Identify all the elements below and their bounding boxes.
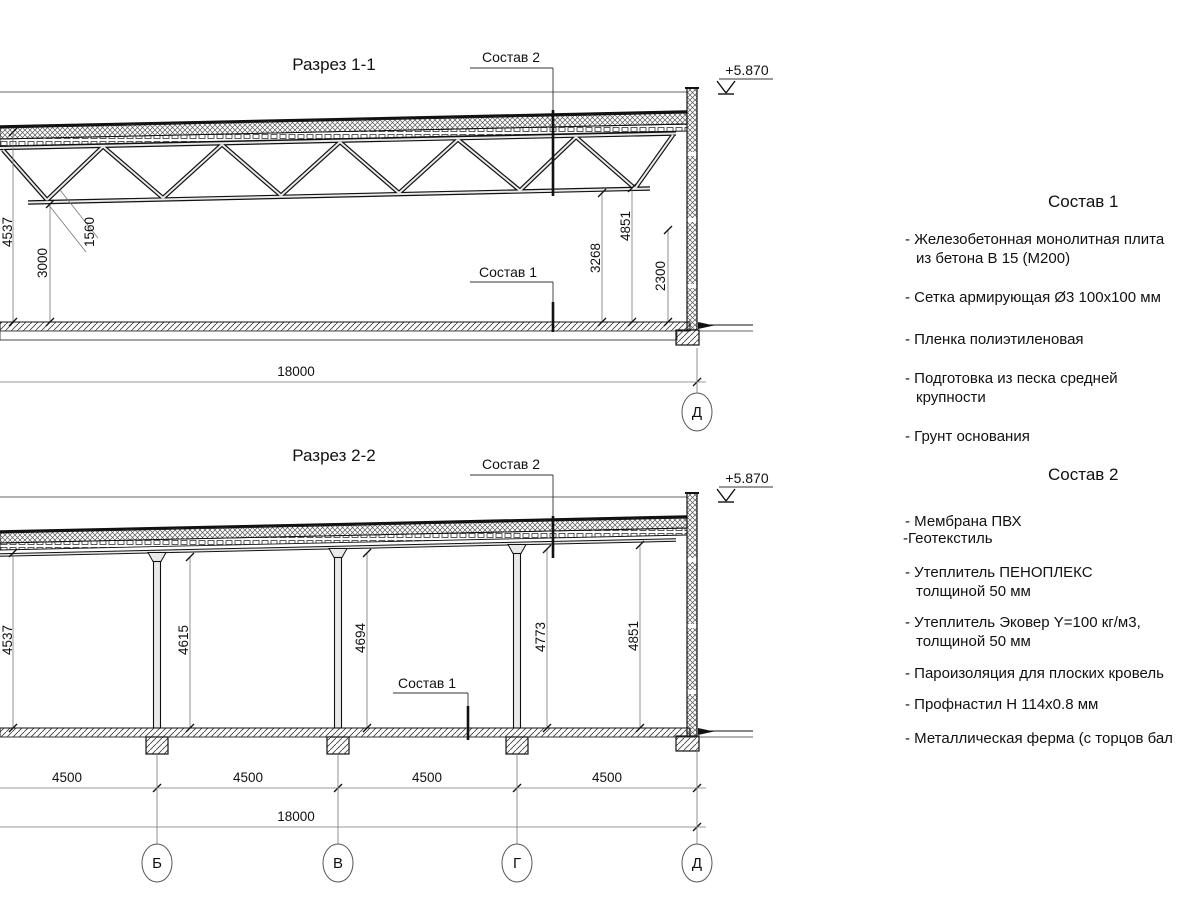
dim-4773: 4773 [533,621,548,653]
sostav2-label: Состав 2 [481,49,541,65]
column [514,554,521,729]
sostav1-label: Состав 1 [397,675,457,691]
grid-letter-b: Б [152,855,162,872]
grid-bubble-d [682,393,712,431]
dim-bay-2: 4500 [232,770,264,785]
legend1-title: Состав 1 [1048,192,1119,211]
column-capital [329,549,347,558]
section2-title: Разрез 2-2 [292,446,376,465]
legend1-item: - Железобетонная монолитная плита [905,231,1165,248]
dim-4851: 4851 [626,620,641,652]
sostav2-label: Состав 2 [481,456,541,472]
dim-overall [0,809,706,827]
footing [506,737,528,754]
legend1-item: - Пленка полиэтиленовая [905,331,1084,348]
dim-overall [0,348,706,394]
foundation-block [676,330,699,345]
dim-bays-row [0,770,706,788]
elevation-mark [717,470,773,502]
column-capital [508,545,526,554]
dim-bay-3: 4500 [411,770,443,785]
dim-2300: 2300 [653,260,668,292]
dim-lines-vertical [13,132,668,322]
legend2-item-wrap: толщиной 50 мм [916,633,1031,650]
grid-letter-g: Г [512,855,522,872]
legend2-item: - Утеплитель Эковер Y=100 кг/м3, [905,614,1141,631]
dim-18000: 18000 [277,809,315,824]
legend1-item: - Подготовка из песка средней [905,370,1118,387]
legend2-item: - Мембрана ПВХ [905,513,1022,530]
legend1-item-wrap: крупности [916,389,986,406]
grid-letter-d: Д [691,855,703,872]
wall-right [685,88,699,330]
floor-slab [0,728,753,754]
footing [327,737,349,754]
wall-right [685,493,699,737]
section1-title: Разрез 1-1 [292,55,376,74]
grid-letter-d: Д [691,404,703,421]
legend2-item: - Профнастил Н 114х0.8 мм [905,696,1099,713]
grid-extension-lines [157,751,697,844]
section-1-1 [0,49,773,431]
dim-1560: 1560 [82,216,97,248]
sostav1-label: Состав 1 [478,264,538,280]
columns [148,545,526,729]
column [154,562,161,729]
dim-18000: 18000 [277,364,315,379]
floor-slab [0,322,753,345]
foundation-block [676,736,699,751]
dim-ticks [9,541,701,831]
grid-letter-v: В [332,855,344,872]
dim-3000: 3000 [35,247,50,279]
dim-4537: 4537 [0,216,15,248]
elevation-mark [717,62,773,94]
dim-4851: 4851 [618,210,633,242]
roof-truss [0,134,676,203]
footing [146,737,168,754]
dim-4537: 4537 [0,624,15,656]
dim-4694: 4694 [353,622,368,654]
legend2-item-wrap: толщиной 50 мм [916,583,1031,600]
section-2-2 [0,446,773,882]
elevation-value: +5.870 [725,470,769,486]
dim-bay-4: 4500 [591,770,623,785]
grid-bubbles [142,844,712,882]
dim-4615: 4615 [176,624,191,656]
legend2-item: - Металлическая ферма (с торцов бал [905,730,1173,747]
legend1-item: - Сетка армирующая Ø3 100х100 мм [905,289,1161,306]
legend1-item: - Грунт основания [905,428,1030,445]
dim-3268: 3268 [588,242,603,274]
legend1-item-wrap: из бетона В 15 (М200) [916,250,1071,267]
elevation-value: +5.870 [725,62,769,78]
legend2-item: - Пароизоляция для плоских кровель [905,665,1164,682]
column-capital [148,553,166,562]
legend2-title: Состав 2 [1048,465,1119,484]
legend2-item: - Утеплитель ПЕНОПЛЕКС [905,564,1093,581]
dim-bay-1: 4500 [51,770,83,785]
column [335,558,342,729]
legend2-item: -Геотекстиль [903,530,993,547]
